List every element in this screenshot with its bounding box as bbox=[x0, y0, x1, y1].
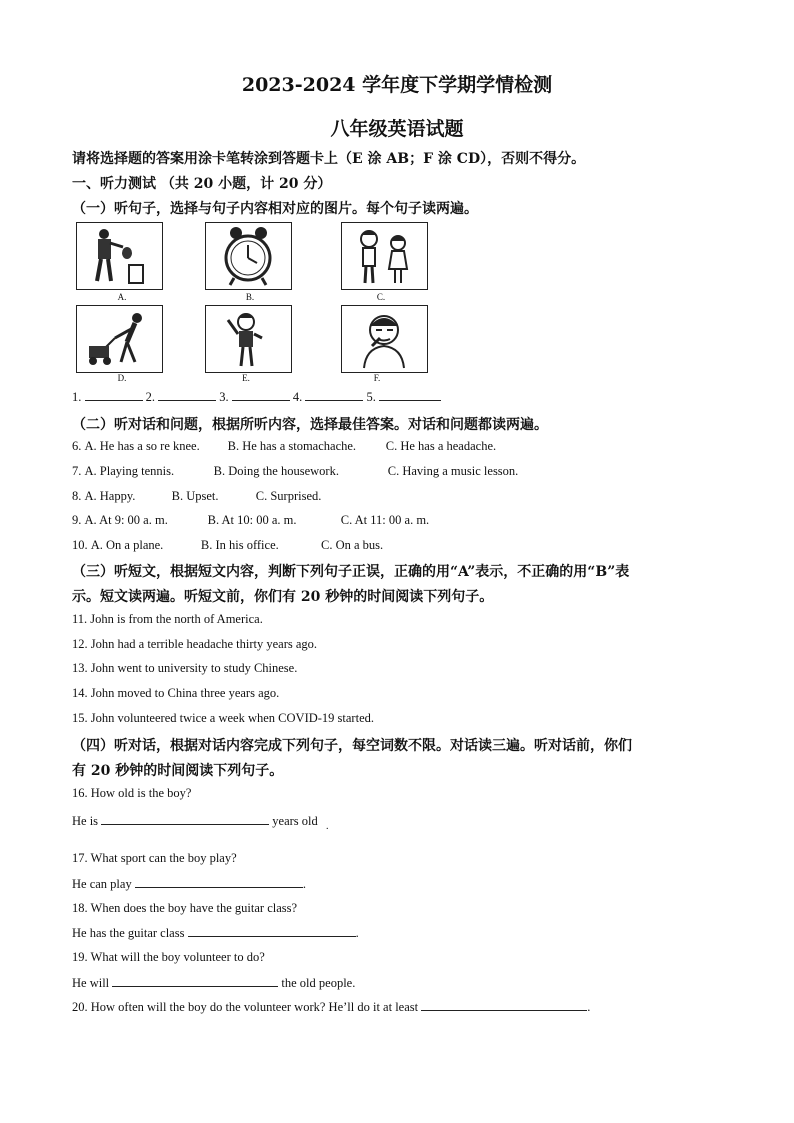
picture-c bbox=[341, 222, 428, 290]
question-row bbox=[72, 513, 429, 528]
question-row bbox=[72, 464, 518, 479]
fill-sentence bbox=[72, 999, 590, 1015]
question-text: 18. When does the boy have the guitar class? bbox=[72, 901, 298, 915]
answer-num: 1. bbox=[72, 390, 82, 404]
part-2-heading: （二）听对话和问题，根据所听内容，选择最佳答案。对话和问题都读两遍。 bbox=[72, 417, 548, 433]
sentence-end: years old bbox=[272, 814, 318, 828]
part-4-heading-line-2: 有 20 秒钟的时间阅读下列句子。 bbox=[72, 763, 284, 779]
question-text: 19. What will the boy volunteer to do? bbox=[72, 950, 265, 964]
answer-blank-3[interactable] bbox=[232, 389, 290, 401]
option: B. In his office. bbox=[200, 538, 279, 552]
man-pushing-mower-icon bbox=[77, 306, 162, 372]
fill-sentence bbox=[72, 925, 359, 941]
sentence-start: He can play bbox=[72, 877, 132, 891]
question-row bbox=[72, 489, 321, 504]
instruction-text: 请将选择题的答案用涂卡笔转涂到答题卡上（E 涂 AB；F 涂 CD），否则不得分。 bbox=[72, 151, 586, 167]
period-mark: . bbox=[355, 926, 359, 940]
question-text: 16. How old is the boy? bbox=[72, 786, 192, 800]
option: B. Doing the housework. bbox=[213, 464, 339, 478]
period-mark: . bbox=[587, 1000, 591, 1014]
part-3-heading-line-1: （三）听短文，根据短文内容，判断下列句子正误，正确的用“A”表示，不正确的用“B”表 bbox=[72, 564, 630, 580]
option: C. Surprised. bbox=[255, 489, 322, 503]
fill-blank-19[interactable] bbox=[112, 975, 278, 987]
option: B. At 10: 00 a. m. bbox=[207, 513, 297, 527]
question-number: 10. bbox=[72, 538, 88, 552]
picture-b-label: B. bbox=[245, 292, 255, 302]
picture-f-label: F. bbox=[373, 373, 381, 383]
fill-blank-16[interactable] bbox=[101, 813, 269, 825]
sentence-start: He has the guitar class bbox=[72, 926, 185, 940]
sentence-start: He will bbox=[72, 976, 110, 990]
part-3-heading-line-2: 示。短文读两遍。听短文前，你们有 20 秒钟的时间阅读下列句子。 bbox=[72, 589, 494, 605]
picture-d bbox=[76, 305, 163, 373]
picture-b bbox=[205, 222, 292, 290]
picture-f bbox=[341, 305, 428, 373]
question-row bbox=[72, 439, 496, 454]
alarm-clock-icon bbox=[206, 223, 291, 289]
sentence-end: the old people. bbox=[281, 976, 356, 990]
picture-e-label: E. bbox=[242, 373, 250, 383]
picture-d-label: D. bbox=[117, 373, 127, 383]
statement: 12. John had a terrible headache thirty years ago. bbox=[72, 637, 318, 651]
fill-sentence bbox=[72, 975, 355, 991]
question-text: 17. What sport can the boy play? bbox=[72, 851, 237, 865]
fill-blank-17[interactable] bbox=[135, 876, 303, 888]
man-throwing-trash-icon bbox=[77, 223, 162, 289]
picture-a bbox=[76, 222, 163, 290]
boy-and-girl-icon bbox=[342, 223, 427, 289]
part-1-heading: （一）听句子，选择与句子内容相对应的图片。每个句子读两遍。 bbox=[72, 201, 478, 217]
section-1-heading: 一、听力测试 （共 20 小题，计 20 分） bbox=[72, 176, 332, 192]
option: C. Having a music lesson. bbox=[387, 464, 519, 478]
option: A. He has a so re knee. bbox=[84, 439, 200, 453]
option: A. On a plane. bbox=[90, 538, 164, 552]
fill-blank-18[interactable] bbox=[188, 925, 356, 937]
question-number: 8. bbox=[72, 489, 82, 503]
option: C. On a bus. bbox=[321, 538, 384, 552]
fill-blank-20[interactable] bbox=[421, 999, 587, 1011]
exam-subtitle: 八年级英语试题 bbox=[330, 118, 464, 140]
question-number: 9. bbox=[72, 513, 82, 527]
part-4-heading-line-1: （四）听对话，根据对话内容完成下列句子，每空词数不限。对话读三遍。听对话前，你们 bbox=[72, 738, 632, 754]
fill-sentence bbox=[72, 876, 306, 892]
sick-person-icon bbox=[342, 306, 427, 372]
option: C. He has a headache. bbox=[385, 439, 497, 453]
exam-title: 2023-2024 学年度下学期学情检测 bbox=[241, 74, 553, 96]
picture-c-label: C. bbox=[376, 292, 386, 302]
period-mark: . bbox=[326, 821, 329, 832]
answer-num: 2. bbox=[145, 390, 155, 404]
sentence-start: He is bbox=[72, 814, 99, 828]
option: B. Upset. bbox=[171, 489, 219, 503]
option: A. At 9: 00 a. m. bbox=[84, 513, 168, 527]
boy-cheering-icon bbox=[206, 306, 291, 372]
answer-num: 3. bbox=[219, 390, 229, 404]
option: B. He has a stomachache. bbox=[227, 439, 357, 453]
statement: 11. John is from the north of America. bbox=[72, 612, 263, 626]
option: A. Happy. bbox=[84, 489, 136, 503]
statement: 13. John went to university to study Chinese. bbox=[72, 661, 298, 675]
period-mark: . bbox=[302, 877, 306, 891]
answer-blanks-row bbox=[72, 389, 441, 405]
picture-e bbox=[205, 305, 292, 373]
answer-blank-5[interactable] bbox=[379, 389, 441, 401]
option: C. At 11: 00 a. m. bbox=[340, 513, 430, 527]
question-row bbox=[72, 538, 383, 553]
picture-a-label: A. bbox=[117, 292, 127, 302]
question-number: 7. bbox=[72, 464, 82, 478]
answer-blank-1[interactable] bbox=[85, 389, 143, 401]
answer-blank-2[interactable] bbox=[158, 389, 216, 401]
option: A. Playing tennis. bbox=[84, 464, 175, 478]
question-number: 6. bbox=[72, 439, 82, 453]
statement: 15. John volunteered twice a week when COVID-19 started. bbox=[72, 711, 374, 725]
statement: 14. John moved to China three years ago. bbox=[72, 686, 280, 700]
answer-num: 5. bbox=[366, 390, 376, 404]
answer-blank-4[interactable] bbox=[305, 389, 363, 401]
answer-num: 4. bbox=[292, 390, 303, 404]
fill-sentence bbox=[72, 813, 318, 829]
question-text: 20. How often will the boy do the volunteer work? He’ll do it at least bbox=[72, 1000, 419, 1014]
